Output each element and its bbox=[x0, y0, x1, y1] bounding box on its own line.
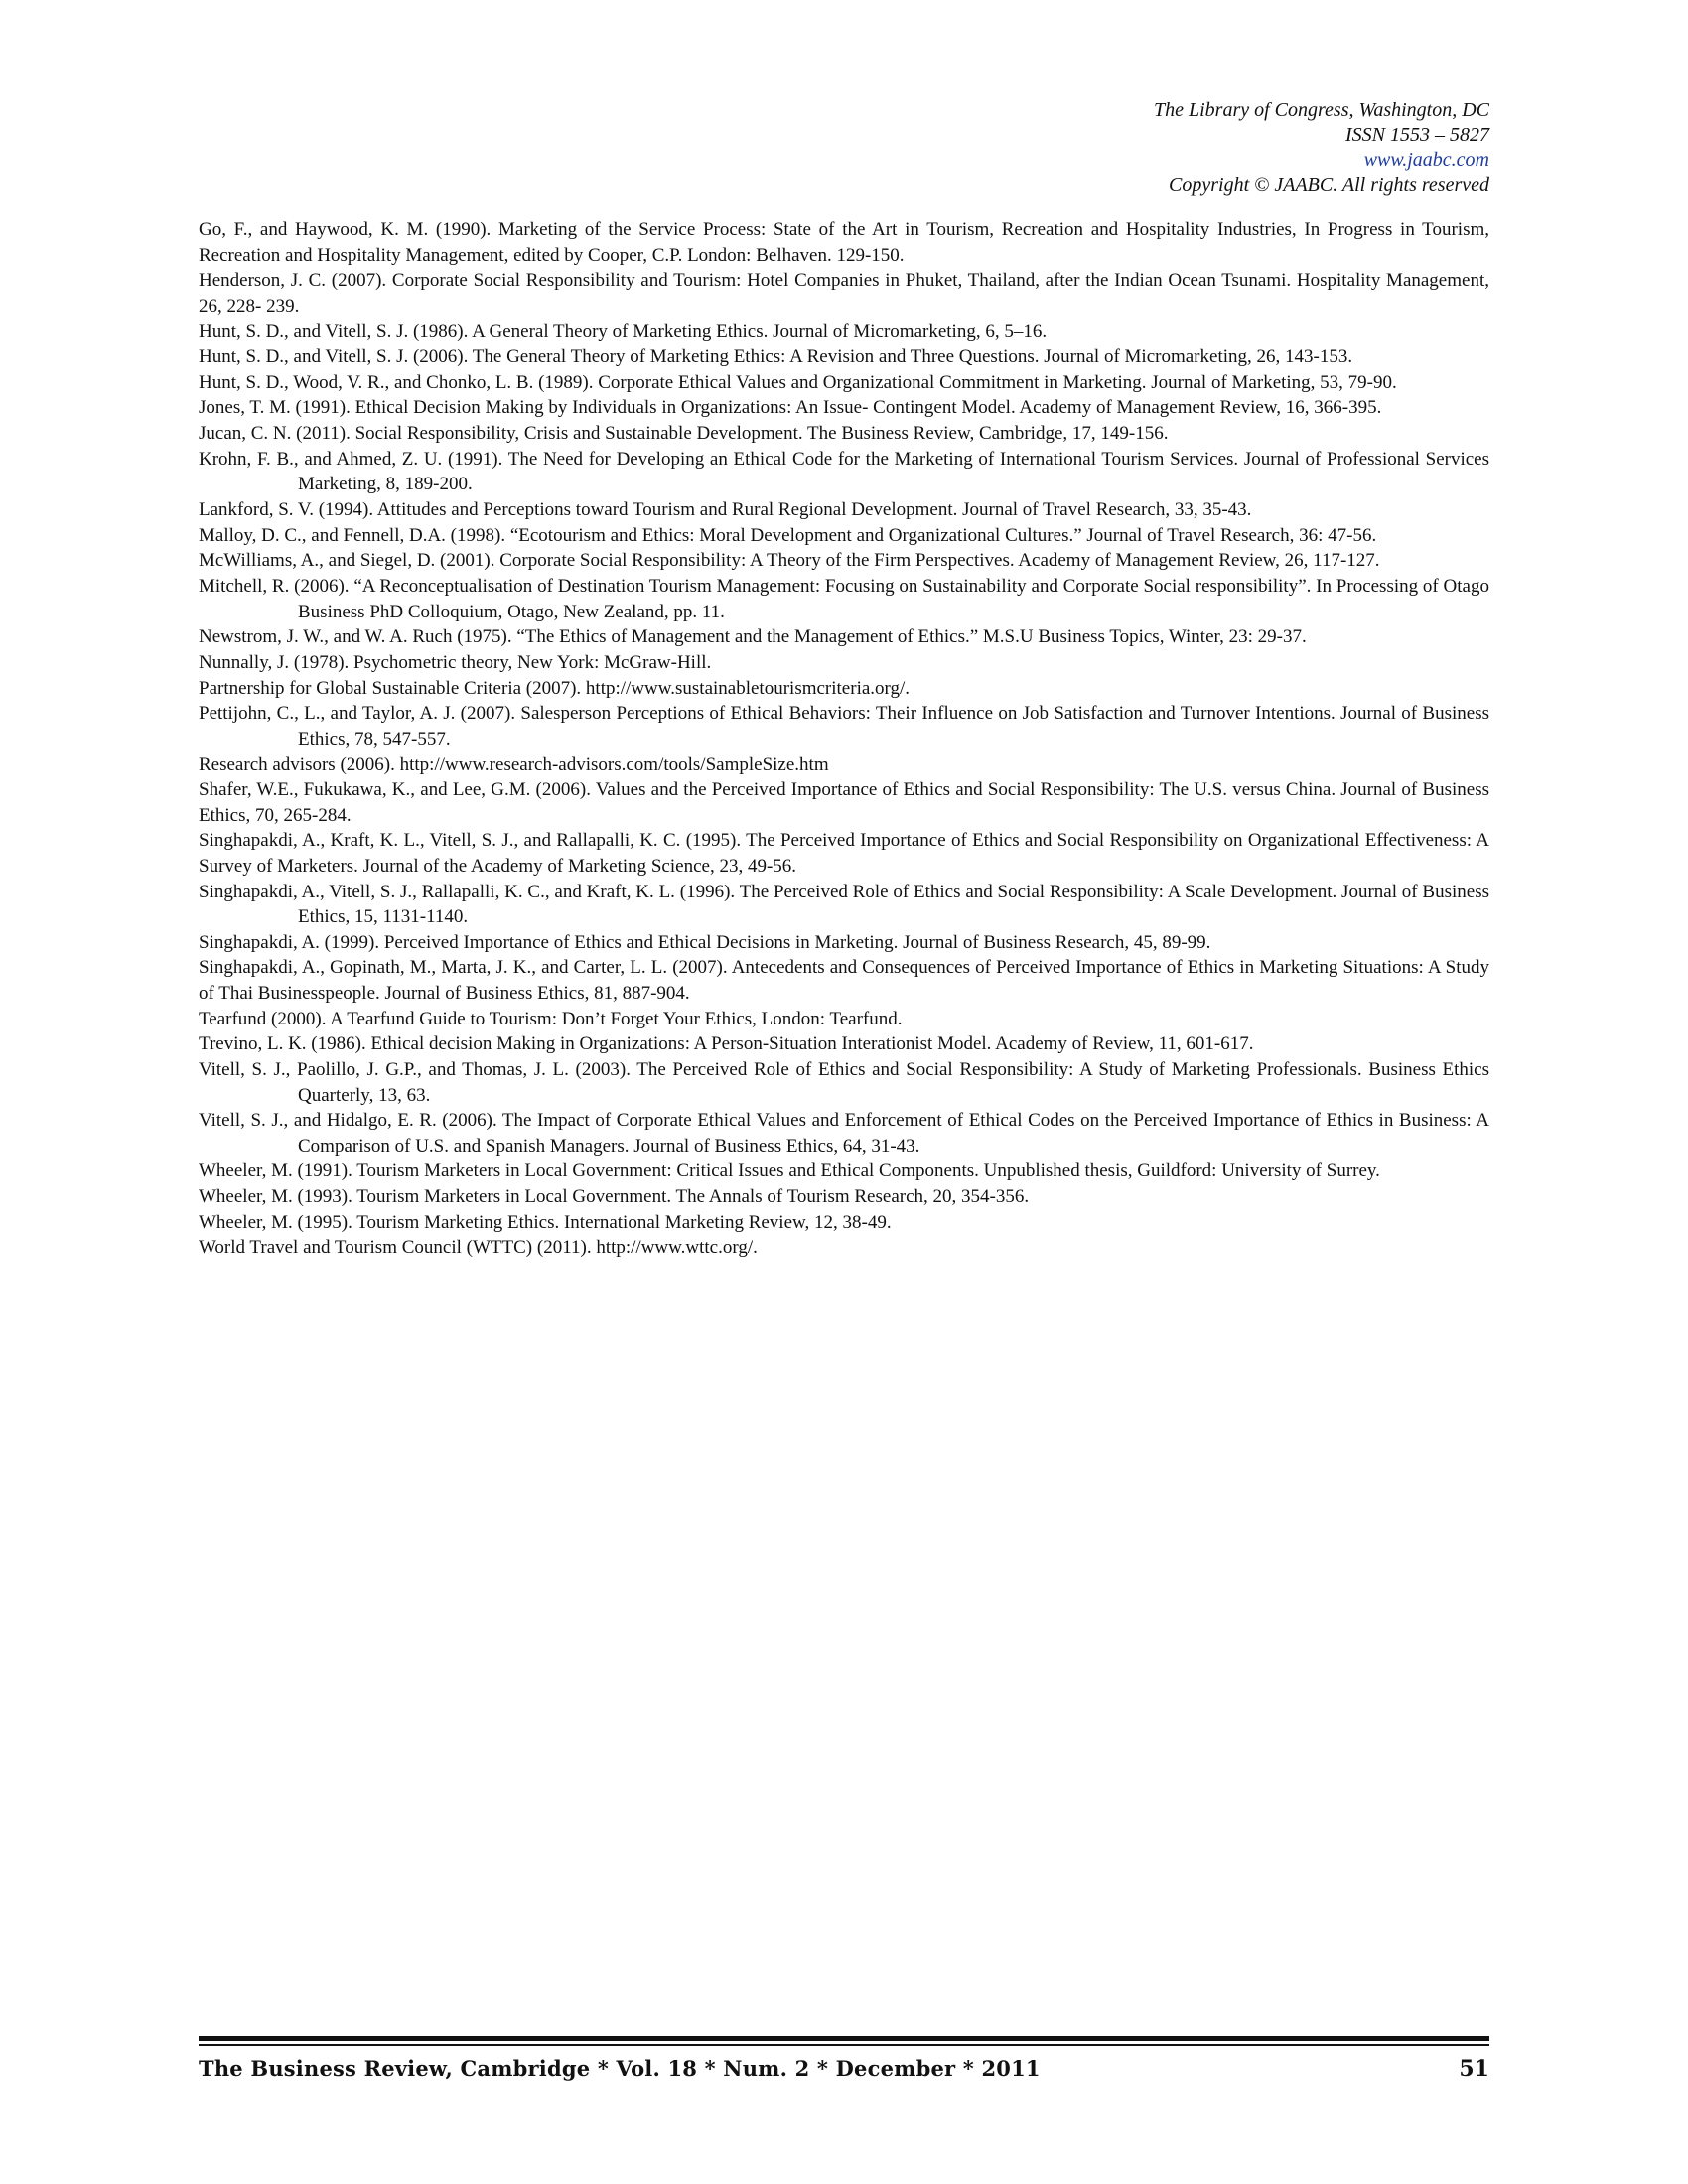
reference-item: Singhapakdi, A., Kraft, K. L., Vitell, S. J., and Rallapalli, K. C. (1995). The Perceived Importance of Ethics and Social Responsibility on Organizational Effectiveness: A Survey of Marketers. Journal of the Academy of Marketing Science, 23, 49-56. bbox=[199, 830, 1489, 877]
reference-item: Vitell, S. J., and Hidalgo, E. R. (2006). The Impact of Corporate Ethical Values and Enforcement of Ethical Codes on the Perceived Importance of Ethics in Business: A Comparison of U.S. and Spanish Managers. Journal of Business Ethics, 64, 31-43. bbox=[199, 1110, 1489, 1157]
reference-item: Pettijohn, C., L., and Taylor, A. J. (2007). Salesperson Perceptions of Ethical Behaviors: Their Influence on Job Satisfaction and Turnover Intentions. Journal of Business Ethics, 78, 547-557. bbox=[199, 703, 1489, 750]
header-library: The Library of Congress, Washington, DC bbox=[1153, 99, 1489, 121]
reference-item: Hunt, S. D., and Vitell, S. J. (1986). A General Theory of Marketing Ethics. Journal of Micromarketing, 6, 5–16. bbox=[199, 321, 1048, 342]
reference-item: Wheeler, M. (1993). Tourism Marketers in Local Government. The Annals of Tourism Research, 20, 354-356. bbox=[199, 1186, 1030, 1208]
reference-item: Hunt, S. D., Wood, V. R., and Chonko, L. B. (1989). Corporate Ethical Values and Organizational Commitment in Marketing. Journal of Marketing, 53, 79-90. bbox=[199, 371, 1397, 393]
reference-item: Wheeler, M. (1995). Tourism Marketing Ethics. International Marketing Review, 12, 38-49. bbox=[199, 1211, 892, 1233]
reference-item: Research advisors (2006). http://www.research-advisors.com/tools/SampleSize.htm bbox=[199, 753, 829, 775]
reference-item: Jucan, C. N. (2011). Social Responsibility, Crisis and Sustainable Development. The Business Review, Cambridge, 17, 149-156. bbox=[199, 423, 1169, 445]
reference-item: Vitell, S. J., Paolillo, J. G.P., and Thomas, J. L. (2003). The Perceived Role of Ethics and Social Responsibility: A Study of Marketing Professionals. Business Ethics Quarterly, 13, 63. bbox=[199, 1059, 1489, 1106]
header-copyright: Copyright © JAABC. All rights reserved bbox=[1169, 174, 1489, 196]
reference-item: Hunt, S. D., and Vitell, S. J. (2006). The General Theory of Marketing Ethics: A Revision and Three Questions. Journal of Micromarketing, 26, 143-153. bbox=[199, 346, 1353, 368]
reference-item: Krohn, F. B., and Ahmed, Z. U. (1991). The Need for Developing an Ethical Code for the Marketing of International Tourism Services. Journal of Professional Services Marketing, 8, 189-200. bbox=[199, 448, 1489, 495]
page-header bbox=[1154, 98, 1489, 198]
reference-item: Jones, T. M. (1991). Ethical Decision Making by Individuals in Organizations: An Issue- Contingent Model. Academy of Management Review, 16, 366-395. bbox=[199, 397, 1382, 419]
reference-item: Henderson, J. C. (2007). Corporate Social Responsibility and Tourism: Hotel Companies in Phuket, Thailand, after the Indian Ocean Tsunami. Hospitality Management, 26, 228- 239. bbox=[199, 270, 1489, 317]
reference-item: Tearfund (2000). A Tearfund Guide to Tourism: Don’t Forget Your Ethics, London: Tearfund. bbox=[199, 1008, 903, 1029]
reference-item: World Travel and Tourism Council (WTTC) (2011). http://www.wttc.org/. bbox=[199, 1237, 758, 1259]
footer-journal-info: The Business Review, Cambridge * Vol. 18 * Num. 2 * December * 2011 bbox=[199, 2056, 1041, 2081]
reference-item: Nunnally, J. (1978). Psychometric theory, New York: McGraw-Hill. bbox=[199, 651, 712, 673]
reference-item: Newstrom, J. W., and W. A. Ruch (1975). “The Ethics of Management and the Management of Ethics.” M.S.U Business Topics, Winter, 23: 29-37. bbox=[199, 626, 1307, 648]
reference-item: Partnership for Global Sustainable Criteria (2007). http://www.sustainabletourismcriteria.org/. bbox=[199, 677, 911, 699]
reference-item: Singhapakdi, A. (1999). Perceived Importance of Ethics and Ethical Decisions in Marketing. Journal of Business Research, 45, 89-99. bbox=[199, 931, 1211, 953]
reference-item: Lankford, S. V. (1994). Attitudes and Perceptions toward Tourism and Rural Regional Development. Journal of Travel Research, 33, 35-43. bbox=[199, 499, 1252, 520]
header-website-link[interactable]: www.jaabc.com bbox=[1363, 149, 1489, 171]
reference-item: Go, F., and Haywood, K. M. (1990). Marketing of the Service Process: State of the Art in Tourism, Recreation and Hospitality Industries, In Progress in Tourism, Recreation and Hospitality Management, edited by Cooper, C.P. London: Belhaven. 129-150. bbox=[199, 219, 1489, 266]
reference-item: Wheeler, M. (1991). Tourism Marketers in Local Government: Critical Issues and Ethical Components. Unpublished thesis, Guildford: University of Surrey. bbox=[199, 1160, 1380, 1182]
reference-item: Singhapakdi, A., Vitell, S. J., Rallapalli, K. C., and Kraft, K. L. (1996). The Perceived Role of Ethics and Social Responsibility: A Scale Development. Journal of Business Ethics, 15, 1131-1140. bbox=[199, 881, 1489, 928]
footer-rule-thin bbox=[199, 2044, 1489, 2046]
reference-item: Singhapakdi, A., Gopinath, M., Marta, J. K., and Carter, L. L. (2007). Antecedents and Consequences of Perceived Importance of Ethics in Marketing Situations: A Study of Thai Businesspeople. Journal of Business Ethics, 81, 887-904. bbox=[199, 957, 1489, 1004]
reference-item: Mitchell, R. (2006). “A Reconceptualisation of Destination Tourism Management: Focusing on Sustainability and Corporate Social responsibility”. In Processing of Otago Business PhD Colloquium, Otago, New Zealand, pp. 11. bbox=[199, 576, 1489, 622]
reference-item: Shafer, W.E., Fukukawa, K., and Lee, G.M. (2006). Values and the Perceived Importance of Ethics and Social Responsibility: The U.S. versus China. Journal of Business Ethics, 70, 265-284. bbox=[199, 779, 1489, 826]
reference-item: Trevino, L. K. (1986). Ethical decision Making in Organizations: A Person-Situation Interationist Model. Academy of Review, 11, 601-617. bbox=[199, 1033, 1254, 1055]
reference-item: Malloy, D. C., and Fennell, D.A. (1998). “Ecotourism and Ethics: Moral Development and Organizational Cultures.” Journal of Travel Research, 36: 47-56. bbox=[199, 524, 1377, 546]
header-issn: ISSN 1553 – 5827 bbox=[1345, 124, 1489, 146]
reference-item: McWilliams, A., and Siegel, D. (2001). Corporate Social Responsibility: A Theory of the Firm Perspectives. Academy of Management Review, 26, 117-127. bbox=[199, 550, 1380, 572]
reference-list bbox=[199, 217, 1489, 1261]
page-number: 51 bbox=[1459, 2056, 1489, 2082]
footer-rule bbox=[199, 2036, 1489, 2041]
